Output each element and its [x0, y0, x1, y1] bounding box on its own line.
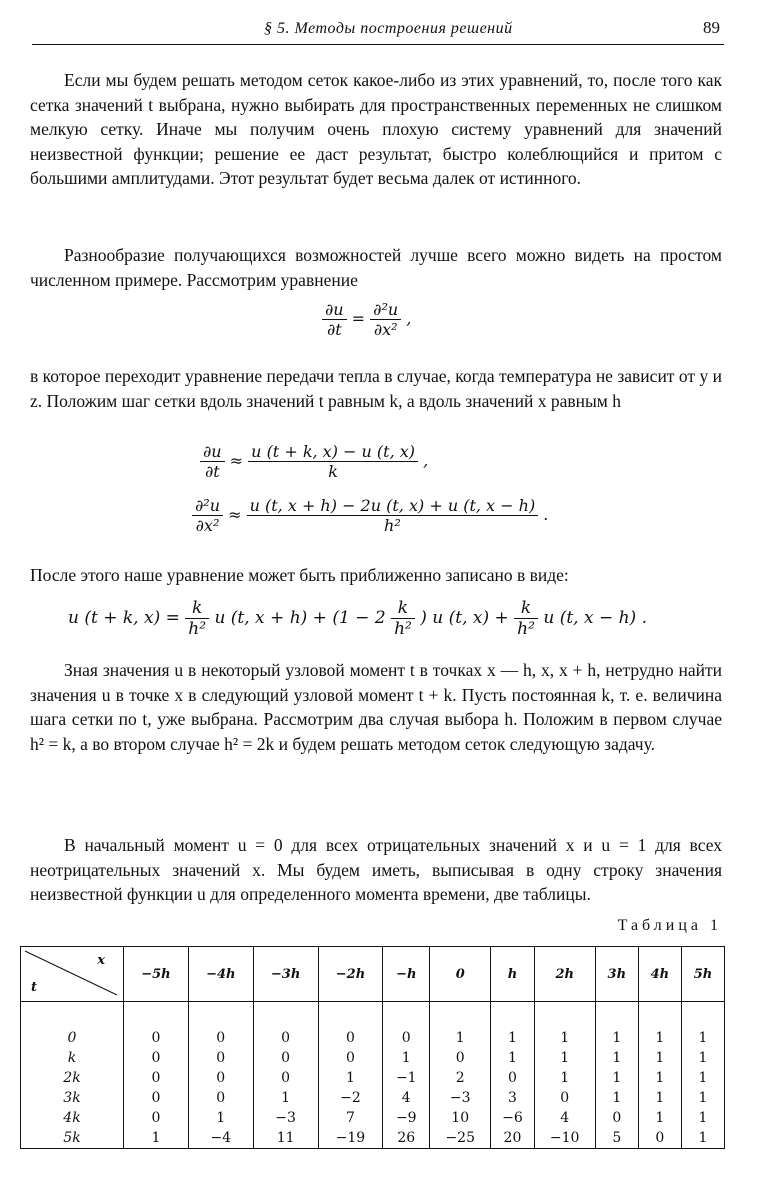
table-cell: −10 [534, 1128, 595, 1149]
row-t-label: 0 [21, 1002, 124, 1049]
table-cell: 11 [253, 1128, 318, 1149]
table-cell: 0 [188, 1088, 253, 1108]
table-cell: 1 [124, 1128, 189, 1149]
table-cell: 5 [595, 1128, 638, 1149]
table-cell: −19 [318, 1128, 383, 1149]
table-cell: 1 [318, 1068, 383, 1088]
table-cell: 1 [491, 1002, 534, 1049]
table-cell: 1 [638, 1108, 681, 1128]
table-cell: −3 [430, 1088, 491, 1108]
table-cell: 0 [318, 1002, 383, 1049]
table-cell: 0 [253, 1002, 318, 1049]
table-cell: 1 [681, 1088, 724, 1108]
page-number: 89 [703, 18, 720, 37]
table-cell: 20 [491, 1128, 534, 1149]
table-cell: 0 [188, 1068, 253, 1088]
col-header: −h [383, 947, 430, 1002]
table-cell: 0 [253, 1048, 318, 1068]
equation-dt-approx: $\frac{\partial u}{\partial t}$ ≈ $\frac{u (t + k, x) - u (t, x)}{k}$ , [200, 442, 428, 481]
paragraph-5: Зная значения u в некоторый узловой момент t в точках x — h, x, x + h, нетрудно найти значения u в точке x в следующий узловой момент t + k. Пусть постоянная k, т. е. величина шага сетки по t, уже выбрана. Рассмотрим два случая выбора h. Положим в первом случае h² = k, а во втором случае h² = 2k и будем решать методом сеток следующую задачу. [30, 660, 722, 754]
table-cell: 1 [595, 1068, 638, 1088]
table-cell: 0 [430, 1048, 491, 1068]
table-row [21, 1002, 725, 1049]
table-cell: 0 [188, 1048, 253, 1068]
table-cell: −9 [383, 1108, 430, 1128]
row-t-label: 5k [21, 1128, 124, 1149]
equation-scheme: u (t + k, x) = $\frac{k}{\text{h²}}$ u (t, x + h) + (1 − 2 $\frac{k}{\text{h²}}$ ) u (t, x) + $\frac{k}{\text{h²}}$ u (t, x − h) . [68, 598, 647, 639]
table-cell: 0 [124, 1088, 189, 1108]
table-caption: Таблица 1 [617, 917, 722, 934]
row-t-label: 2k [21, 1068, 124, 1088]
table-cell: 26 [383, 1128, 430, 1149]
col-header: −5h [124, 947, 189, 1002]
table-cell: 10 [430, 1108, 491, 1128]
table-cell: 0 [124, 1002, 189, 1049]
paragraph-4: После этого наше уравнение может быть приближенно записано в виде: [30, 565, 569, 585]
row-t-label: 4k [21, 1108, 124, 1128]
col-header: −2h [318, 947, 383, 1002]
paragraph-2: Разнообразие получающихся возможностей лучше всего можно видеть на простом численном примере. Рассмотрим уравнение [30, 245, 722, 290]
table-cell: 1 [491, 1048, 534, 1068]
equation-heat: $\frac{\partial u}{\partial t}$ = $\frac{\text{∂²u}}{\text{∂x²}}$ , [322, 300, 411, 339]
table-cell: 1 [188, 1108, 253, 1128]
table-cell: 7 [318, 1108, 383, 1128]
col-header: 4h [638, 947, 681, 1002]
table-header-row [21, 947, 725, 1002]
running-header [32, 18, 724, 45]
table-cell: 4 [383, 1088, 430, 1108]
table-cell: 1 [534, 1048, 595, 1068]
table-cell: 1 [430, 1002, 491, 1049]
table-cell: −3 [253, 1108, 318, 1128]
table-cell: 0 [318, 1048, 383, 1068]
table-cell: 1 [595, 1048, 638, 1068]
table-cell: −2 [318, 1088, 383, 1108]
table-cell: 0 [491, 1068, 534, 1088]
table-cell: 1 [681, 1128, 724, 1149]
table-cell: 4 [534, 1108, 595, 1128]
col-header: −4h [188, 947, 253, 1002]
table-cell: −1 [383, 1068, 430, 1088]
table-cell: 0 [188, 1002, 253, 1049]
corner-x-label: x [97, 953, 105, 968]
table-row [21, 1088, 725, 1108]
table-cell: 0 [638, 1128, 681, 1149]
table-cell: 1 [681, 1068, 724, 1088]
paragraph-3: в которое переходит уравнение передачи тепла в случае, когда температура не зависит от y и z. Положим шаг сетки вдоль значений t равным k, а вдоль значений x равным h [30, 366, 722, 411]
paragraph-6: В начальный момент u = 0 для всех отрицательных значений x и u = 1 для всех неотрицательных значений x. Мы будем иметь, выписывая в одну строку значения неизвестной функции u для определенного момента времени, две таблицы. [30, 835, 722, 905]
paragraph-1: Если мы будем решать методом сеток какое-либо из этих уравнений, то, после того как сетка значений t выбрана, нужно выбирать для пространственных переменных не слишком мелкую сетку. Иначе мы получим очень плохую систему уравнений для значений неизвестной функции; решение ее даст результат, быстро колеблющийся и притом с большими амплитудами. Этот результат будет весьма далек от истинного. [30, 70, 722, 189]
table-cell: −4 [188, 1128, 253, 1149]
col-header: 0 [430, 947, 491, 1002]
col-header: 3h [595, 947, 638, 1002]
table-cell: 1 [595, 1088, 638, 1108]
section-title: § 5. Методы построения решений [264, 20, 513, 37]
table-1 [20, 946, 725, 1149]
table-cell: 1 [534, 1068, 595, 1088]
table-cell: 1 [638, 1048, 681, 1068]
table-cell: 1 [681, 1002, 724, 1049]
table-row [21, 1068, 725, 1088]
table-corner-cell [21, 947, 124, 1002]
col-header: h [491, 947, 534, 1002]
table-cell: 0 [595, 1108, 638, 1128]
corner-t-label: t [31, 980, 38, 995]
table-cell: 1 [638, 1068, 681, 1088]
table-cell: 0 [534, 1088, 595, 1108]
table-cell: 0 [124, 1068, 189, 1088]
table-cell: −6 [491, 1108, 534, 1128]
table-cell: −25 [430, 1128, 491, 1149]
table-row [21, 1128, 725, 1149]
table-row [21, 1108, 725, 1128]
col-header: 5h [681, 947, 724, 1002]
table-cell: 0 [124, 1048, 189, 1068]
table-cell: 1 [638, 1088, 681, 1108]
table-cell: 0 [253, 1068, 318, 1088]
col-header: −3h [253, 947, 318, 1002]
table-cell: 1 [253, 1088, 318, 1108]
table-row [21, 1048, 725, 1068]
row-t-label: k [21, 1048, 124, 1068]
table-cell: 2 [430, 1068, 491, 1088]
table-cell: 0 [124, 1108, 189, 1128]
table-cell: 0 [383, 1002, 430, 1049]
col-header: 2h [534, 947, 595, 1002]
table-cell: 1 [595, 1002, 638, 1049]
table-cell: 1 [534, 1002, 595, 1049]
table-cell: 1 [681, 1108, 724, 1128]
table-cell: 3 [491, 1088, 534, 1108]
row-t-label: 3k [21, 1088, 124, 1108]
table-cell: 1 [638, 1002, 681, 1049]
table-cell: 1 [383, 1048, 430, 1068]
table-cell: 1 [681, 1048, 724, 1068]
equation-dxx-approx: $\frac{\text{∂²u}}{\text{∂x²}}$ ≈ $\frac{u (t, x + h) - 2u (t, x) + u (t, x - h)}{\text{h²}}$ . [192, 496, 548, 535]
